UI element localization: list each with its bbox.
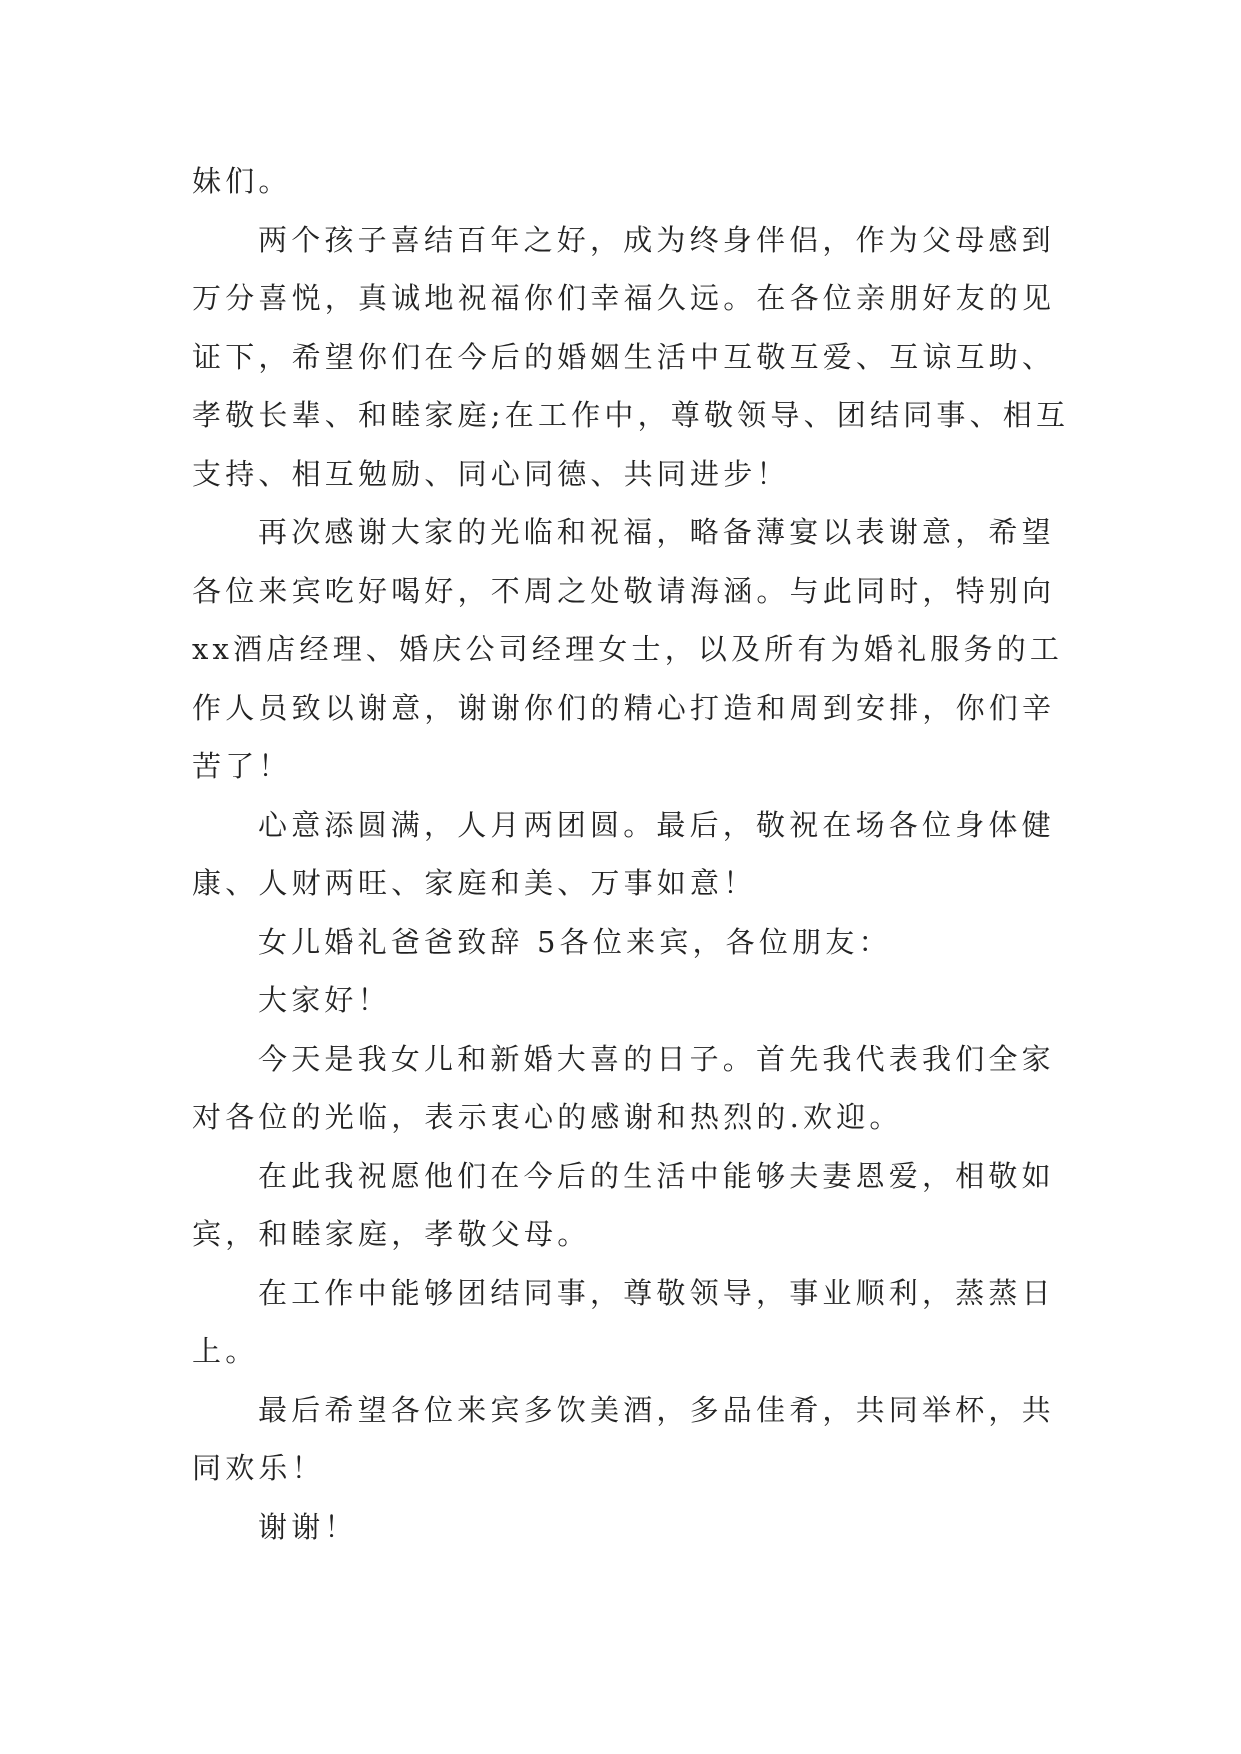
paragraph-2: 两个孩子喜结百年之好，成为终身伴侣，作为父母感到万分喜悦，真诚地祝福你们幸福久远。在各位亲朋好友的见证下，希望你们在今后的婚姻生活中互敬互爱、互谅互助、孝敬长辈、和睦家庭;在工作中，尊敬领导、团结同事、相互支持、相互勉励、同心同德、共同进步！	[192, 222, 1070, 491]
document-body	[192, 152, 1072, 1556]
paragraph-7: 今天是我女儿和新婚大喜的日子。首先我代表我们全家对各位的光临，表示衷心的感谢和热烈的.欢迎。	[192, 1041, 1055, 1134]
paragraph-6: 大家好！	[258, 983, 391, 1017]
paragraph-5: 女儿婚礼爸爸致辞 5各位来宾，各位朋友：	[258, 924, 892, 959]
paragraph-8: 在此我祝愿他们在今后的生活中能够夫妻恩爱，相敬如宾，和睦家庭，孝敬父母。	[192, 1158, 1055, 1251]
paragraph-9: 在工作中能够团结同事，尊敬领导，事业顺利，蒸蒸日上。	[192, 1275, 1055, 1368]
paragraph-1: 妹们。	[192, 164, 292, 198]
paragraph-3: 再次感谢大家的光临和祝福，略备薄宴以表谢意，希望各位来宾吃好喝好，不周之处敬请海涵。与此同时，特别向xx酒店经理、婚庆公司经理女士，以及所有为婚礼服务的工作人员致以谢意，谢谢你们的精心打造和周到安排，你们辛苦了！	[192, 515, 1064, 783]
paragraph-4: 心意添圆满，人月两团圆。最后，敬祝在场各位身体健康、人财两旺、家庭和美、万事如意！	[192, 807, 1055, 900]
paragraph-11: 谢谢！	[258, 1509, 358, 1544]
paragraph-10: 最后希望各位来宾多饮美酒，多品佳肴，共同举杯，共同欢乐！	[192, 1392, 1055, 1485]
